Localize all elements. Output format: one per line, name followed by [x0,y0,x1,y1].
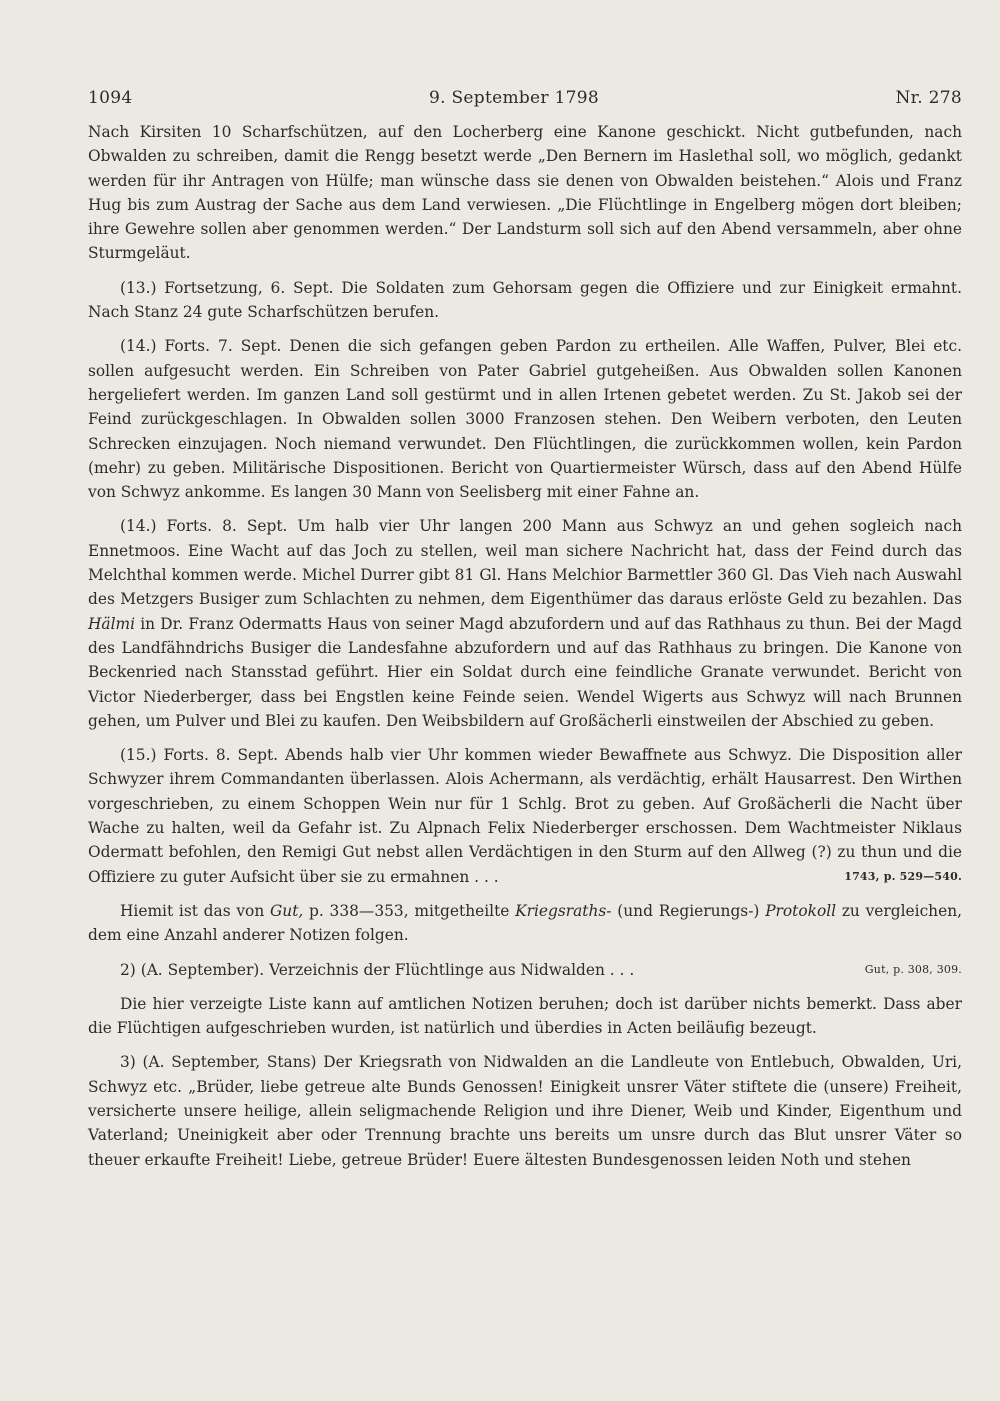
paragraph-14-sept-8 [88,514,962,733]
paragraph-14-sept-7: (14.) Forts. 7. Sept. Denen die sich gefangen geben Pardon zu ertheilen. Alle Waffen, Pulver, Blei etc. sollen aufgesucht werden. Ein Schreiben von Pater Gabriel gutgeheißen. Aus Obwalden sollen Kanonen hergeliefert werden. Im ganzen Land soll gestürmt und in allen Irtenen gebetet werden. Zu St. Jakob sei der Feind zurückgeschlagen. In Obwalden sollen 3000 Franzosen stehen. Den Weibern verboten, den Leuten Schrecken einzujagen. Noch niemand verwundet. Den Flüchtlingen, die zurückkommen wollen, kein Pardon (mehr) zu geben. Militärische Dispositionen. Bericht von Quartiermeister Würsch, dass auf den Abend Hülfe von Schwyz ankomme. Es langen 30 Mann von Seelisberg mit einer Fahne an. [88,337,962,502]
paragraph-list-note: Die hier verzeigte Liste kann auf amtlichen Notizen beruhen; doch ist darüber nichts bemerkt. Dass aber die Flüchtigen aufgeschrieben wurden, ist natürlich und überdies in Acten beiläufig bezeugt. [88,994,962,1038]
italic-term: Gut, [270,901,304,920]
paragraph-item-2 [88,958,962,982]
italic-term: Protokoll [765,901,837,920]
paragraph-text: in Dr. Franz Odermatts Haus von seiner Magd abzufordern und auf das Rathhaus zu thun. Bei der Magd des Landfähndrichs Busiger die Landesfahne abzufordern und auf das Rathhaus zu bringen. Die Kanone von Beckenried nach Stansstad geführt. Hier ein Soldat durch eine feindliche Granate verwundet. Bericht von Victor Niederberger, dass bei Engstlen keine Feinde seien. Wendel Wigerts aus Schwyz will nach Brunnen gehen, um Pulver und Blei zu kaufen. Den Weibsbildern auf Großächerli einstweilen der Abschied zu geben. [88,614,962,730]
paragraph-text: Hiemit ist das von [120,901,270,920]
paragraph-text: p. 338—353, mitgetheilte [303,901,516,920]
source-reference: 1743, p. 529—540. [844,869,962,883]
paragraph-protocol-note [88,899,962,948]
document-page [88,88,962,1182]
paragraph-text: zu vergleichen, dem eine Anzahl anderer Notizen folgen. [88,901,963,945]
paragraph-text: (15.) Forts. 8. Sept. Abends halb vier Uhr kommen wieder Bewaffnete aus Schwyz. Die Disposition aller Schwyzer ihrem Commandanten überlassen. Alois Achermann, als verdächtig, erhält Hausarrest. Den Wirthen vorgeschrieben, zu einem Schoppen Wein nur für 1 Schlg. Brot zu geben. Auf Großächerli die Nacht über Wache zu halten, weil da Gefahr ist. Zu Alpnach Felix Niederberger erschossen. Dem Wachtmeister Niklaus Odermatt befohlen, den Remigi Gut nebst allen Verdächtigen in den Sturm auf den Allweg (?) zu thun und die Offiziere zu guter Aufsicht über sie zu ermahnen . . . [88,746,962,886]
page-number: 1094 [88,88,133,108]
header-date: 9. September 1798 [428,88,600,108]
paragraph-15 [88,743,962,889]
paragraph-continuation: Nach Kirsiten 10 Scharfschützen, auf den Locherberg eine Kanone geschickt. Nicht gutbefunden, nach Obwalden zu schreiben, damit die Rengg besetzt werde „Den Bernern im Haslethal soll, wo möglich, gedankt werden für ihr Antragen von Hülfe; man wünsche dass sie denen von Obwalden beistehen.“ Alois und Franz Hug bis zum Austrag der Sache aus dem Land verwiesen. „Die Flüchtlinge in Engelberg mögen dort bleiben; ihre Gewehre sollen aber genommen werden.“ Der Landsturm soll sich auf den Abend versammeln, aber ohne Sturmgeläut. [88,123,962,263]
paragraph-text: (und Regierungs-) [611,901,766,920]
italic-term: Hälmi [88,614,136,633]
italic-term: Kriegsraths- [515,901,612,920]
paragraph-text: (14.) Forts. 8. Sept. Um halb vier Uhr langen 200 Mann aus Schwyz an und gehen sogleich nach Ennetmoos. Eine Wacht auf das Joch zu stellen, weil man sichere Nachricht hat, dass der Feind durch das Melchthal kommen werde. Michel Durrer gibt 81 Gl. Hans Melchior Barmettler 360 Gl. Das Vieh nach Auswahl des Metzgers Busiger zum Schlachten zu nehmen, dem Eigenthümer das daraus erlöste Geld zu bezahlen. Das [88,517,962,609]
document-number: Nr. 278 [895,88,962,108]
paragraph-13: (13.) Fortsetzung, 6. Sept. Die Soldaten zum Gehorsam gegen die Offiziere und zur Einigkeit ermahnt. Nach Stanz 24 gute Scharfschützen berufen. [88,278,962,322]
page-header [88,88,962,108]
paragraph-item-3: 3) (A. September, Stans) Der Kriegsrath von Nidwalden an die Landleute von Entlebuch, Obwalden, Uri, Schwyz etc. „Brüder, liebe getreue alte Bunds Genossen! Einigkeit unsrer Väter stiftete die (unsere) Freiheit, versicherte unsere heilige, allein seligmachende Religion und ihre Diener, Weib und Kinder, Eigenthum und Vaterland; Uneinigkeit aber oder Trennung brachte uns bereits um unsre durch das Blut unsrer Väter so theuer erkaufte Freiheit! Liebe, getreue Brüder! Euere ältesten Bundesgenossen leiden Noth und stehen [88,1053,962,1169]
source-reference: Gut, p. 308, 309. [864,962,962,976]
paragraph-text: 2) (A. September). Verzeichnis der Flüchtlinge aus Nidwalden . . . [120,960,635,979]
